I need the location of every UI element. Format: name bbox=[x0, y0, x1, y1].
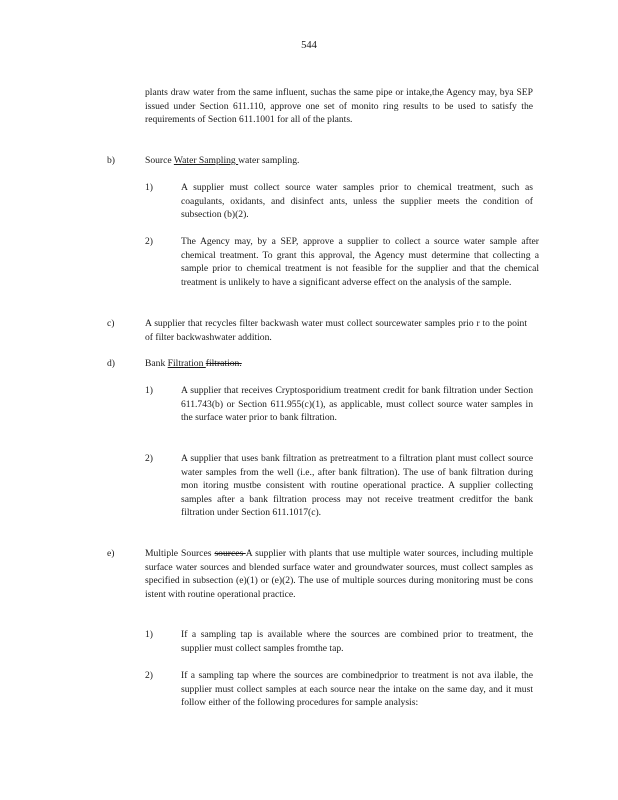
section-e-heading-struck: sources bbox=[214, 548, 246, 559]
section-d-item-2-label: 2) bbox=[145, 453, 153, 464]
section-c-text: A supplier that recycles filter backwash water must collect sourcewater samples prio r to the point of filter backwashwater addition. bbox=[145, 318, 527, 343]
section-b-item-1-text: A supplier must collect source water samples prior to chemical treatment, such as coagulants, oxidants, and disinfect ants, unless the supplier meets the condition of subsection (b)(2). bbox=[181, 182, 533, 221]
section-e-heading-prefix: Multiple Sources bbox=[145, 548, 215, 559]
section-d-item-1-label: 1) bbox=[145, 385, 153, 396]
section-e-text bbox=[145, 547, 533, 601]
section-e-label: e) bbox=[107, 548, 115, 559]
section-b-heading-underlined: Water Sampling bbox=[173, 155, 239, 166]
section-d-label: d) bbox=[107, 358, 115, 369]
intro-paragraph: plants draw water from the same influent, suchas the same pipe or intake,the Agency may, bya SEP issued under Section 611.110, approve one set of monito ring results to be used to satisfy the requirements of Section 611.1001 for all of the plants. bbox=[145, 87, 533, 126]
section-d-heading-struck: filtration. bbox=[205, 358, 242, 369]
section-d-item-1-text: A supplier that receives Cryptosporidium treatment credit for bank filtration under Section 611.743(b) or Section 611.955(c)(1), as applicable, must collect source water samples in the surface water prior to bank filtration. bbox=[181, 385, 533, 424]
section-b-heading-prefix: Source bbox=[145, 155, 174, 166]
section-e-item-1-label: 1) bbox=[145, 629, 153, 640]
page-number: 544 bbox=[301, 40, 317, 51]
section-b-item-2-text: The Agency may, by a SEP, approve a supplier to collect a source water sample after chemical treatment. To grant this approval, the Agency must determine that collecting a sample prior to chemical treatment is not feasible for the supplier and that the chemical treatment is unlikely to have a significant adverse effect on the analysis of the sample. bbox=[181, 236, 539, 288]
section-b-heading-rest: water sampling. bbox=[238, 155, 300, 166]
section-d-item-2-text: A supplier that uses bank filtration as pretreatment to a filtration plant must collect source water samples from the well (i.e., after bank filtration). The use of bank filtration during mon itoring mustbe consistent with routine operational practice. A supplier collecting samples after a bank filtration process may not receive treatment creditfor the bank filtration under Section 611.1017(c). bbox=[181, 453, 533, 519]
section-d-heading bbox=[145, 357, 533, 371]
section-e-body: A supplier with plants that use multiple water sources, including multiple surface water sources and blended surface water and groundwater sources, must collect samples as specified in subsection (e)(1) or (e)(2). The use of multiple sources during monitoring must be cons istent with routine operational practice. bbox=[145, 548, 534, 600]
section-c-label: c) bbox=[107, 318, 115, 329]
section-d-heading-prefix: Bank bbox=[145, 358, 168, 369]
section-b-label: b) bbox=[107, 155, 115, 166]
section-b-item-2-label: 2) bbox=[145, 236, 153, 247]
section-e-item-1-text: If a sampling tap is available where the sources are combined prior to treatment, the supplier must collect samples fromthe tap. bbox=[181, 629, 533, 654]
section-e-item-2-label: 2) bbox=[145, 670, 153, 681]
section-b-heading bbox=[145, 154, 533, 168]
section-d-heading-underlined: Filtration bbox=[167, 358, 206, 369]
section-b-item-1-label: 1) bbox=[145, 182, 153, 193]
section-e-item-2-text: If a sampling tap where the sources are combinedprior to treatment is not ava ilable, the supplier must collect samples at each source near the intake on the same day, and it must follow either of the following procedures for sample analysis: bbox=[181, 670, 533, 709]
